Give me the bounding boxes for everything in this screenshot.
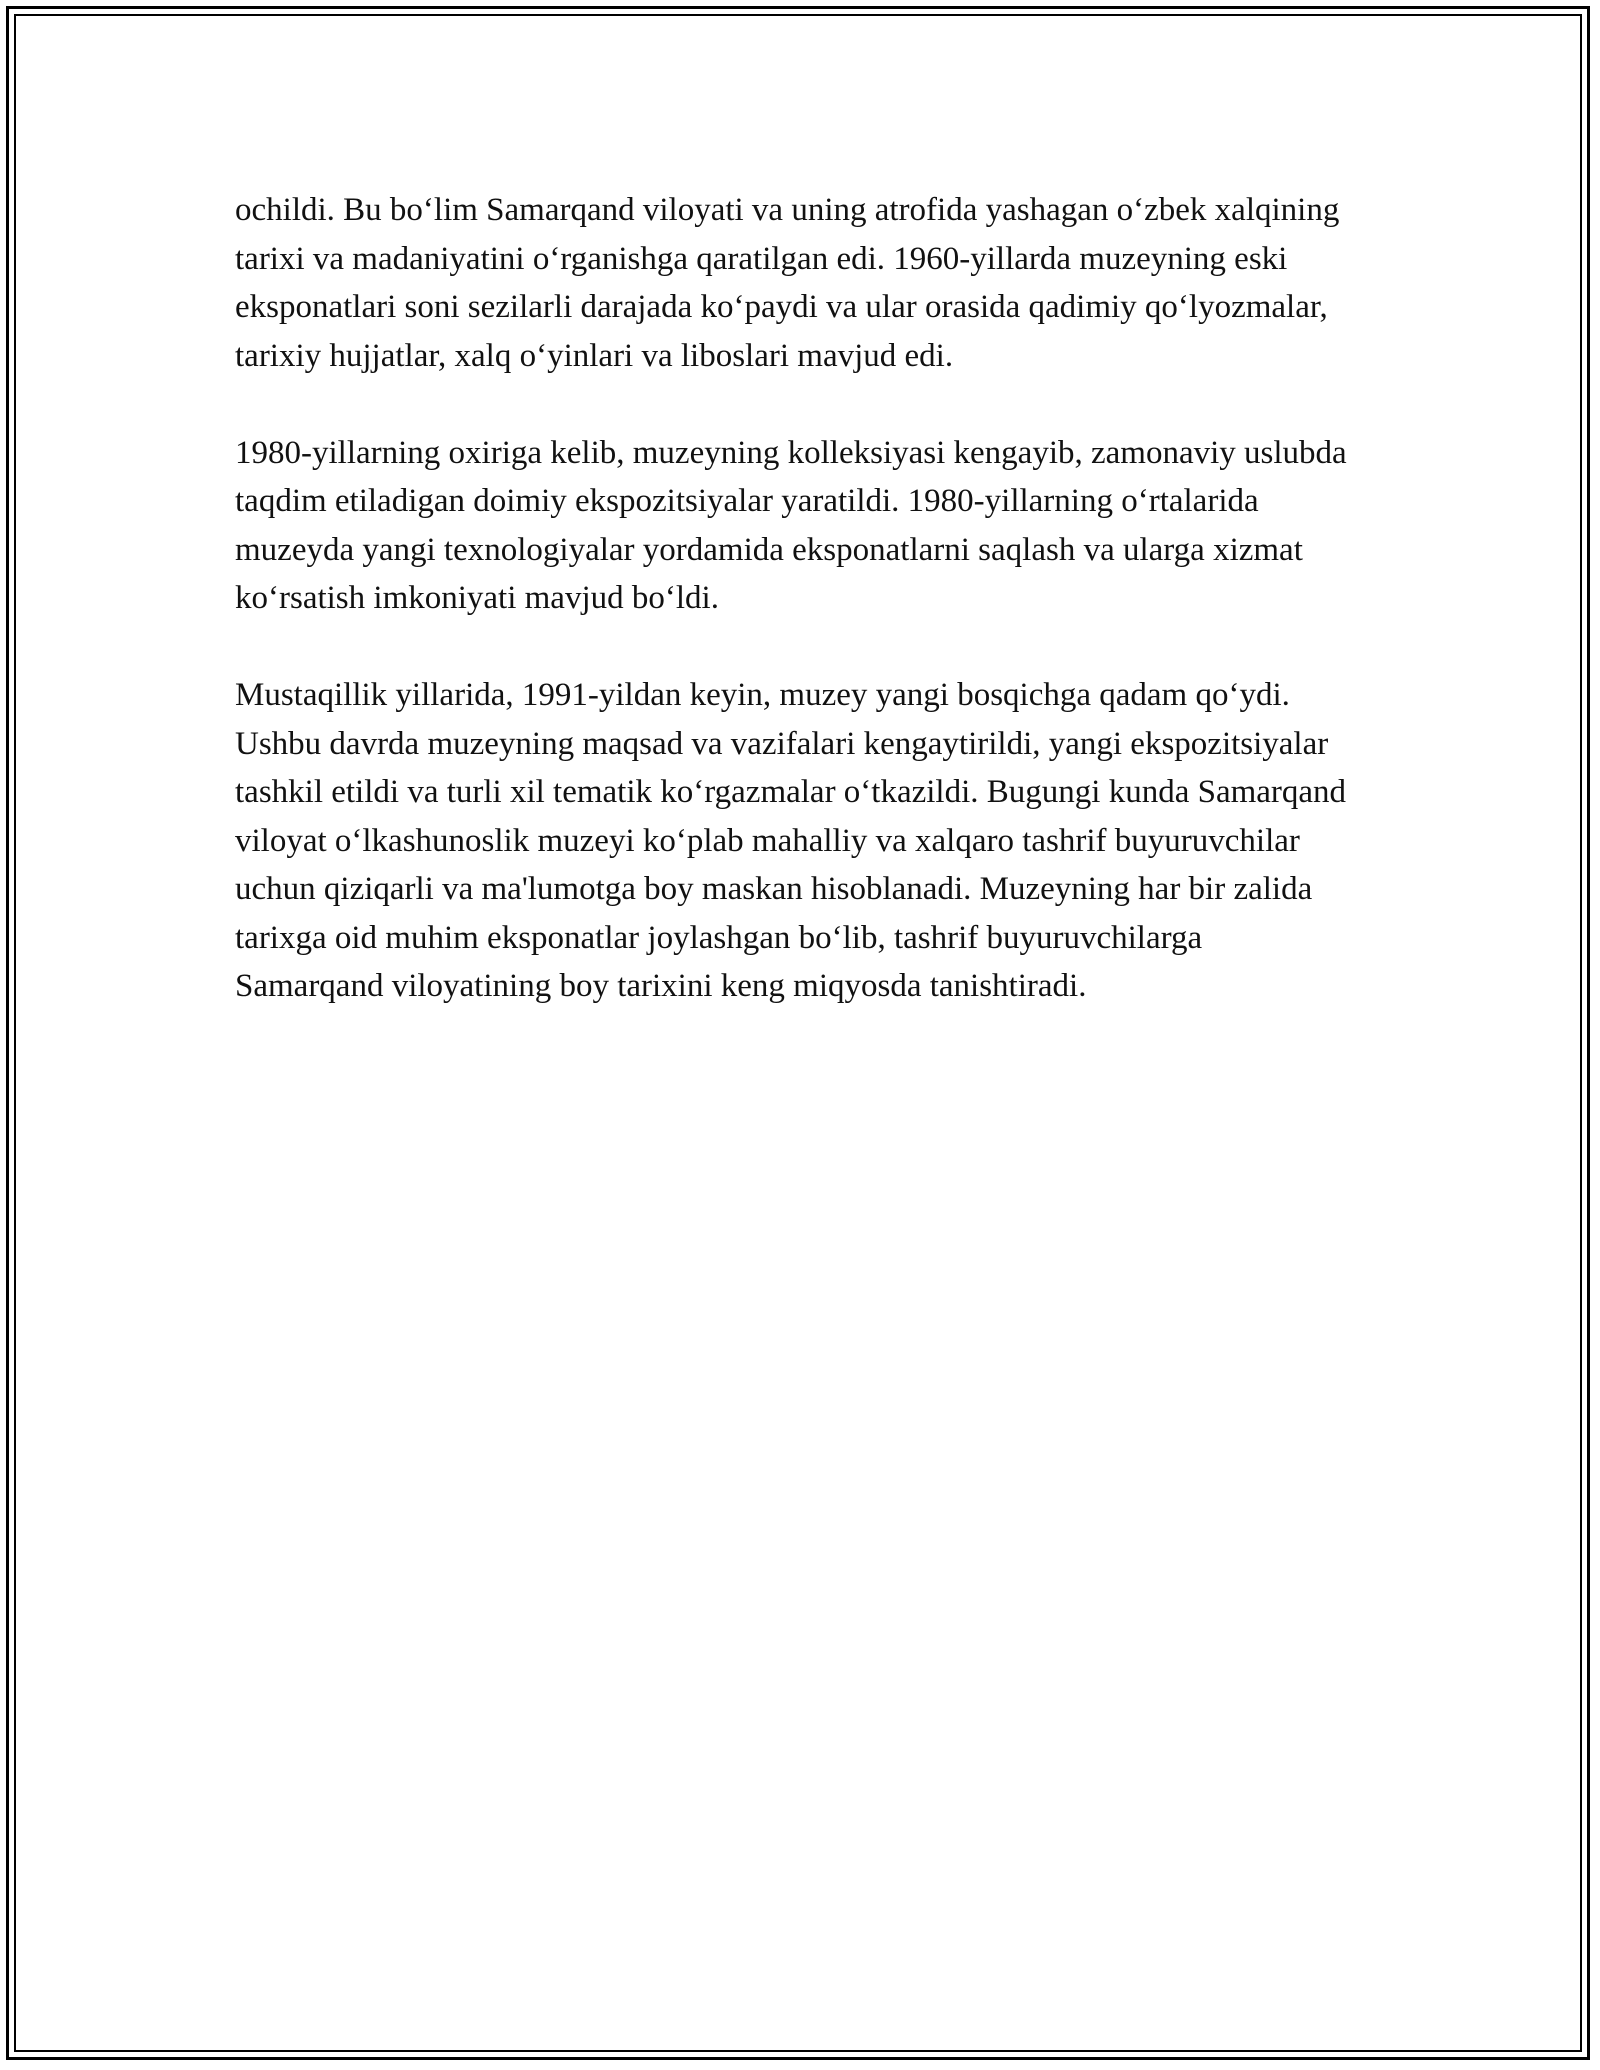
paragraph-1: ochildi. Bu bo‘lim Samarqand viloyati va uning atrofida yashagan o‘zbek xalqining tarixi va madaniyatini o‘rganishga qaratilgan edi. 1960-yillarda muzeyning eski eksponatlari soni sezilarli darajada ko‘paydi va ular orasida qadimiy qo‘lyozmalar, tarixiy hujjatlar, xalq o‘yinlari va liboslari mavjud edi. <box>235 192 1340 374</box>
paragraph-2: 1980-yillarning oxiriga kelib, muzeyning kolleksiyasi kengayib, zamonaviy uslubda taqdim etiladigan doimiy ekspozitsiyalar yaratildi. 1980-yillarning o‘rtalarida muzeyda yangi texnologiyalar yordamida eksponatlarni saqlash va ularga xizmat ko‘rsatish imkoniyati mavjud bo‘ldi. <box>235 434 1347 616</box>
paragraph-3: Mustaqillik yillarida, 1991-yildan keyin, muzey yangi bosqichga qadam qo‘ydi. Ushbu davrda muzeyning maqsad va vazifalari kengaytirildi, yangi ekspozitsiyalar tashkil etildi va turli xil tematik ko‘rgazmalar o‘tkazildi. Bugungi kunda Samarqand viloyat o‘lkashunoslik muzeyi ko‘plab mahalliy va xalqaro tashrif buyuruvchilar uchun qiziqarli va ma'lumotga boy maskan hisoblanadi. Muzeyning har bir zalida tarixga oid muhim eksponatlar joylashgan bo‘lib, tashrif buyuruvchilarga Samarqand viloyatining boy tarixini keng miqyosda tanishtiradi. <box>235 677 1347 1004</box>
document-body <box>235 186 1355 1059</box>
